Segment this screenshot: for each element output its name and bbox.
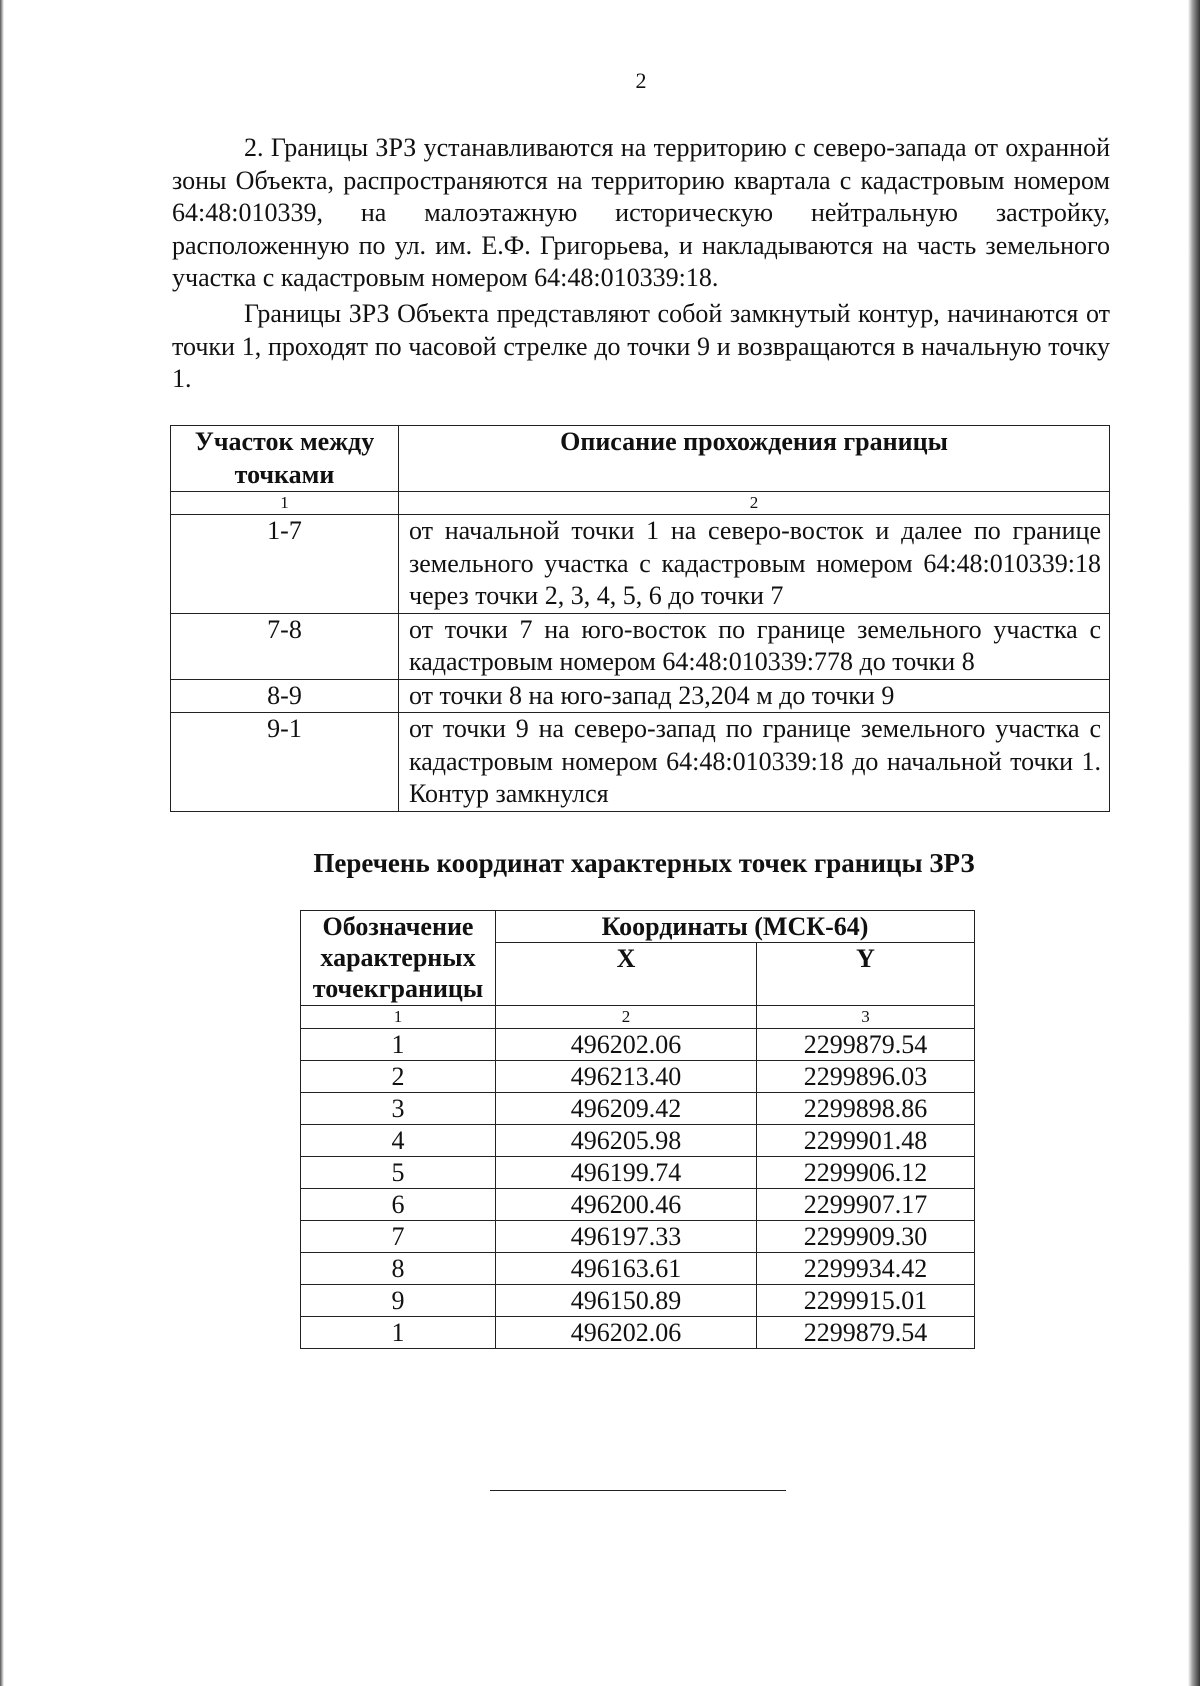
segment-cell: 7-8: [171, 613, 399, 679]
table-row: [301, 1125, 975, 1157]
point-cell: 4: [301, 1125, 496, 1157]
x-cell: 496163.61: [496, 1253, 757, 1285]
table-header-row: [301, 911, 975, 943]
point-cell: 5: [301, 1157, 496, 1189]
point-cell: 8: [301, 1253, 496, 1285]
y-cell: 2299879.54: [757, 1317, 975, 1349]
x-cell: 496202.06: [496, 1029, 757, 1061]
table-row: [301, 1157, 975, 1189]
segment-cell: 1-7: [171, 515, 399, 614]
table-row: [301, 1189, 975, 1221]
x-cell: 496202.06: [496, 1317, 757, 1349]
description-cell: от точки 8 на юго-запад 23,204 м до точки 9: [399, 679, 1110, 713]
x-cell: 496209.42: [496, 1093, 757, 1125]
column-number: 2: [496, 1006, 757, 1029]
coordinates-caption: Перечень координат характерных точек границы ЗРЗ: [313, 848, 975, 878]
x-cell: 496200.46: [496, 1189, 757, 1221]
point-cell: 9: [301, 1285, 496, 1317]
y-cell: 2299934.42: [757, 1253, 975, 1285]
point-cell: 3: [301, 1093, 496, 1125]
x-cell: 496213.40: [496, 1061, 757, 1093]
y-cell: 2299879.54: [757, 1029, 975, 1061]
table-row: [171, 613, 1110, 679]
header-description: Описание прохождения границы: [399, 426, 1110, 492]
description-cell: от точки 7 на юго-восток по границе земельного участка с кадастровым номером 64:48:010339:778 до точки 8: [399, 613, 1110, 679]
y-cell: 2299915.01: [757, 1285, 975, 1317]
description-cell: от начальной точки 1 на северо-восток и далее по границе земельного участка с кадастровым номером 64:48:010339:18 через точки 2, 3, 4, 5, 6 до точки 7: [399, 515, 1110, 614]
header-segment: Участок между точками: [171, 426, 399, 492]
point-cell: 6: [301, 1189, 496, 1221]
table-row: [301, 1061, 975, 1093]
x-cell: 496205.98: [496, 1125, 757, 1157]
table-row: [301, 1029, 975, 1061]
column-number: 2: [399, 492, 1110, 515]
x-cell: 496199.74: [496, 1157, 757, 1189]
y-cell: 2299896.03: [757, 1061, 975, 1093]
table-row: [171, 713, 1110, 812]
y-cell: 2299907.17: [757, 1189, 975, 1221]
header-point: Обозначение характерных точекграницы: [301, 911, 496, 1006]
point-cell: 7: [301, 1221, 496, 1253]
y-cell: 2299898.86: [757, 1093, 975, 1125]
header-coordinates: Координаты (МСК-64): [496, 911, 975, 943]
table-row: [171, 515, 1110, 614]
table-row: [301, 1285, 975, 1317]
column-number-row: [301, 1006, 975, 1029]
x-cell: 496197.33: [496, 1221, 757, 1253]
point-cell: 1: [301, 1029, 496, 1061]
header-y: Y: [757, 943, 975, 1006]
table-row: [301, 1221, 975, 1253]
table-row: [301, 1253, 975, 1285]
scan-edge-left: [0, 0, 4, 1686]
y-cell: 2299906.12: [757, 1157, 975, 1189]
x-cell: 496150.89: [496, 1285, 757, 1317]
paragraph-boundaries: 2. Границы ЗРЗ устанавливаются на территорию с северо-запада от охранной зоны Объекта, распространяются на территорию квартала с кадастровым номером 64:48:010339, на малоэтажную историческую нейтральную застройку, расположенную по ул. им. Е.Ф. Григорьева, и накладываются на часть земельного участка с кадастровым номером 64:48:010339:18.: [172, 133, 1110, 292]
boundary-description-table: [170, 425, 1110, 812]
scan-edge-right: [1188, 0, 1200, 1686]
coordinates-table: [300, 910, 975, 1349]
y-cell: 2299901.48: [757, 1125, 975, 1157]
point-cell: 2: [301, 1061, 496, 1093]
header-x: X: [496, 943, 757, 1006]
column-number: 1: [171, 492, 399, 515]
description-cell: от точки 9 на северо-запад по границе земельного участка с кадастровым номером 64:48:010339:18 до начальной точки 1. Контур замкнулся: [399, 713, 1110, 812]
point-cell: 1: [301, 1317, 496, 1349]
column-number: 1: [301, 1006, 496, 1029]
table-row: [301, 1317, 975, 1349]
y-cell: 2299909.30: [757, 1221, 975, 1253]
paragraph-contour: Границы ЗРЗ Объекта представляют собой замкнутый контур, начинаются от точки 1, проходят по часовой стрелке до точки 9 и возвращаются в начальную точку 1.: [172, 299, 1110, 393]
column-number: 3: [757, 1006, 975, 1029]
segment-cell: 8-9: [171, 679, 399, 713]
table-row: [171, 679, 1110, 713]
column-number-row: [171, 492, 1110, 515]
table-header-row: [171, 426, 1110, 492]
segment-cell: 9-1: [171, 713, 399, 812]
page-number: 2: [635, 68, 647, 93]
table-row: [301, 1093, 975, 1125]
end-rule: [490, 1490, 786, 1491]
